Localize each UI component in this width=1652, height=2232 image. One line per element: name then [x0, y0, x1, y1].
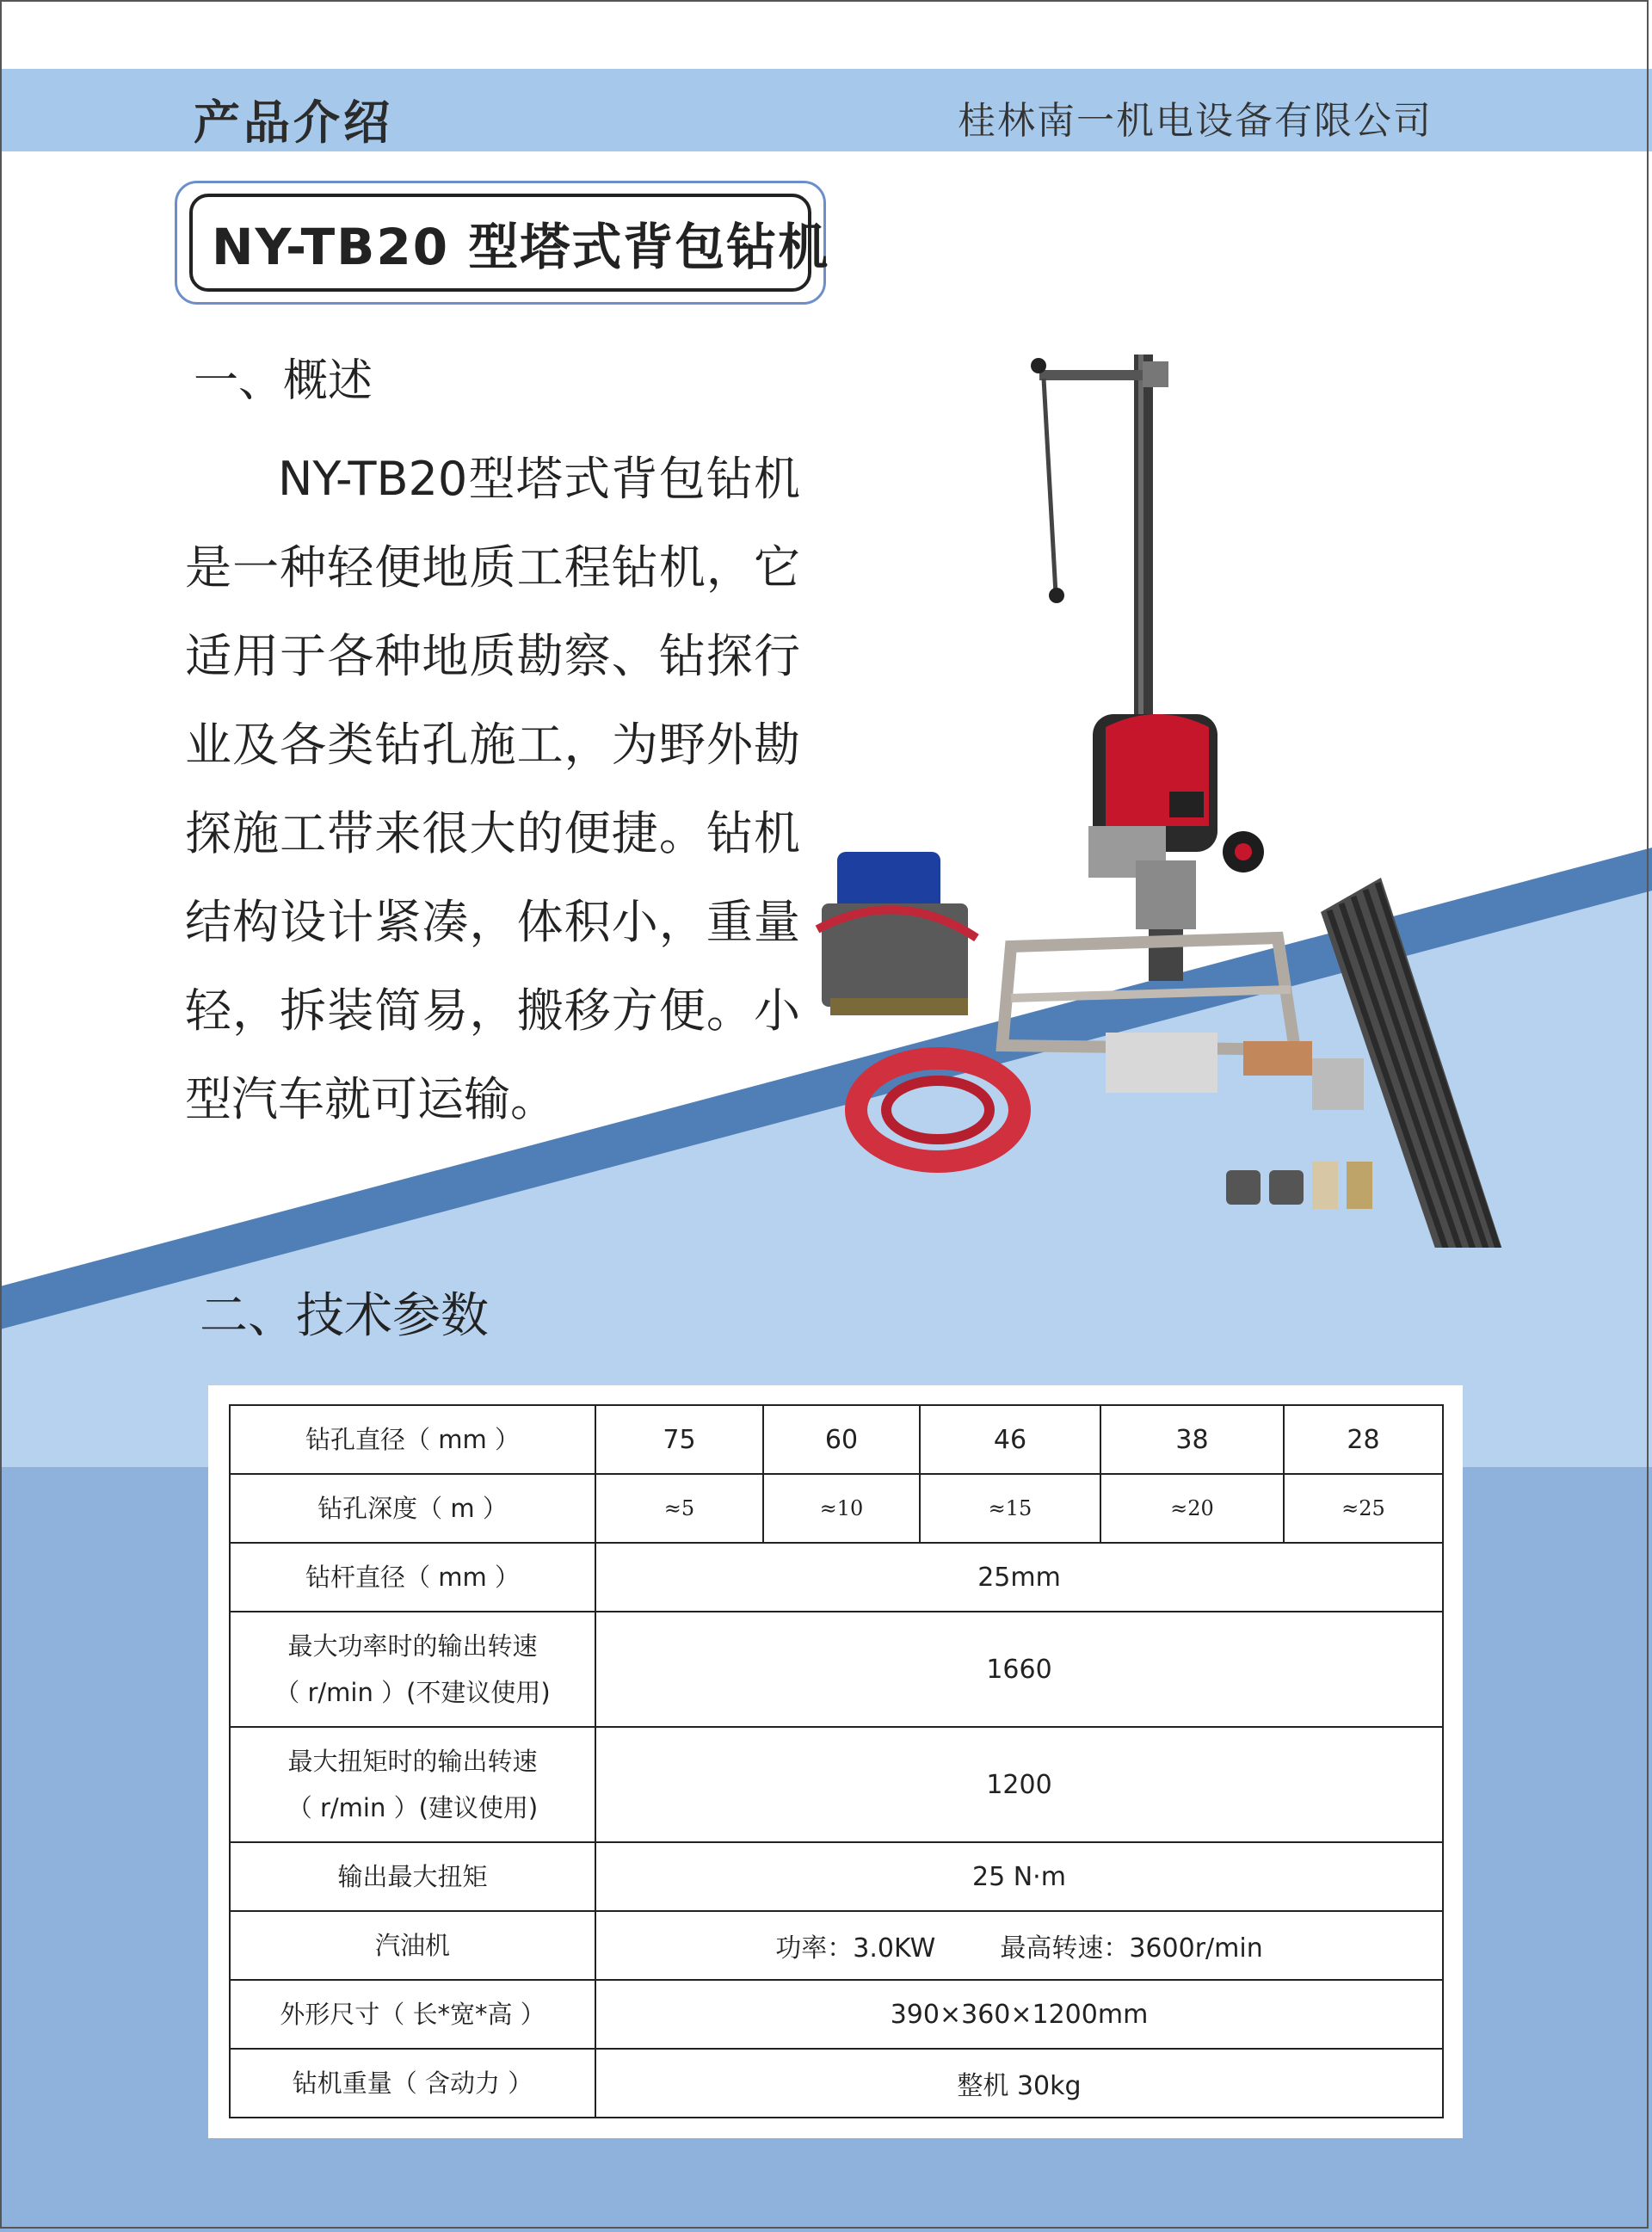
- row-max-power-speed: [230, 1612, 1443, 1727]
- row-weight: [230, 2049, 1443, 2118]
- value-max-torque-speed: 1200: [595, 1727, 1443, 1842]
- row-max-torque: [230, 1842, 1443, 1911]
- spec-table-card: [208, 1385, 1463, 2138]
- value-dimensions: 390×360×1200mm: [595, 1980, 1443, 2049]
- value-weight: 整机 30kg: [595, 2049, 1443, 2118]
- hole-depth-5: ≈25: [1284, 1474, 1443, 1543]
- row-hole-diameter: [230, 1405, 1443, 1474]
- overview-paragraph: NY-TB20型塔式背包钻机是一种轻便地质工程钻机，它适用于各种地质勘察、钻探行业及各类钻孔施工，为野外勘探施工带来很大的便捷。钻机结构设计紧凑，体积小，重量轻，拆装简易，搬移方便。小型汽车就可运输。: [185, 452, 800, 1126]
- hole-depth-4: ≈20: [1100, 1474, 1284, 1543]
- label-max-torque-speed-line1: 最大扭矩时的输出转速: [287, 1747, 538, 1776]
- row-dimensions: [230, 1980, 1443, 2049]
- hole-diameter-75: 75: [595, 1405, 763, 1474]
- product-title: NY-TB20 型塔式背包钻机: [212, 218, 830, 276]
- row-max-torque-speed: [230, 1727, 1443, 1842]
- value-engine: [595, 1911, 1443, 1980]
- label-dimensions: 外形尺寸（ 长*宽*高 ）: [230, 1980, 595, 2049]
- label-max-power-speed: [230, 1612, 595, 1727]
- label-rod-diameter: 钻杆直径（ mm ）: [230, 1543, 595, 1612]
- hole-diameter-46: 46: [920, 1405, 1100, 1474]
- company-name: 桂林南一机电设备有限公司: [958, 99, 1433, 143]
- value-max-torque: 25 N·m: [595, 1842, 1443, 1911]
- value-max-power-speed: 1660: [595, 1612, 1443, 1727]
- label-hole-diameter: 钻孔直径（ mm ）: [230, 1405, 595, 1474]
- hole-depth-2: ≈10: [763, 1474, 920, 1543]
- product-title-box: [175, 181, 830, 305]
- value-rod-diameter: 25mm: [595, 1543, 1443, 1612]
- label-max-power-speed-line2: （ r/min ）(不建议使用): [274, 1678, 551, 1707]
- label-hole-depth: 钻孔深度（ m ）: [230, 1474, 595, 1543]
- label-weight: 钻机重量（ 含动力 ）: [230, 2049, 595, 2118]
- row-rod-diameter: [230, 1543, 1443, 1612]
- label-engine: 汽油机: [230, 1911, 595, 1980]
- label-max-torque: 输出最大扭矩: [230, 1842, 595, 1911]
- engine-max-speed: 最高转速：3600r/min: [1000, 1933, 1263, 1964]
- row-hole-depth: [230, 1474, 1443, 1543]
- product-title-frame: [189, 194, 830, 292]
- engine-power: 功率：3.0KW: [775, 1933, 936, 1964]
- row-engine: [230, 1911, 1443, 1980]
- hole-depth-3: ≈15: [920, 1474, 1100, 1543]
- overview-heading: 一、概述: [194, 355, 373, 407]
- label-max-torque-speed-line2: （ r/min ）(建议使用): [287, 1793, 539, 1822]
- tech-params-heading: 二、技术参数: [200, 1288, 489, 1344]
- hole-diameter-60: 60: [763, 1405, 920, 1474]
- hole-diameter-28: 28: [1284, 1405, 1443, 1474]
- label-max-power-speed-line1: 最大功率时的输出转速: [287, 1631, 538, 1661]
- hole-diameter-38: 38: [1100, 1405, 1284, 1474]
- hole-depth-1: ≈5: [595, 1474, 763, 1543]
- header-section-label: 产品介绍: [194, 96, 393, 150]
- drilling-rig-product-image: [796, 344, 1622, 1248]
- spec-table: [229, 1404, 1444, 2118]
- label-max-torque-speed: [230, 1727, 595, 1842]
